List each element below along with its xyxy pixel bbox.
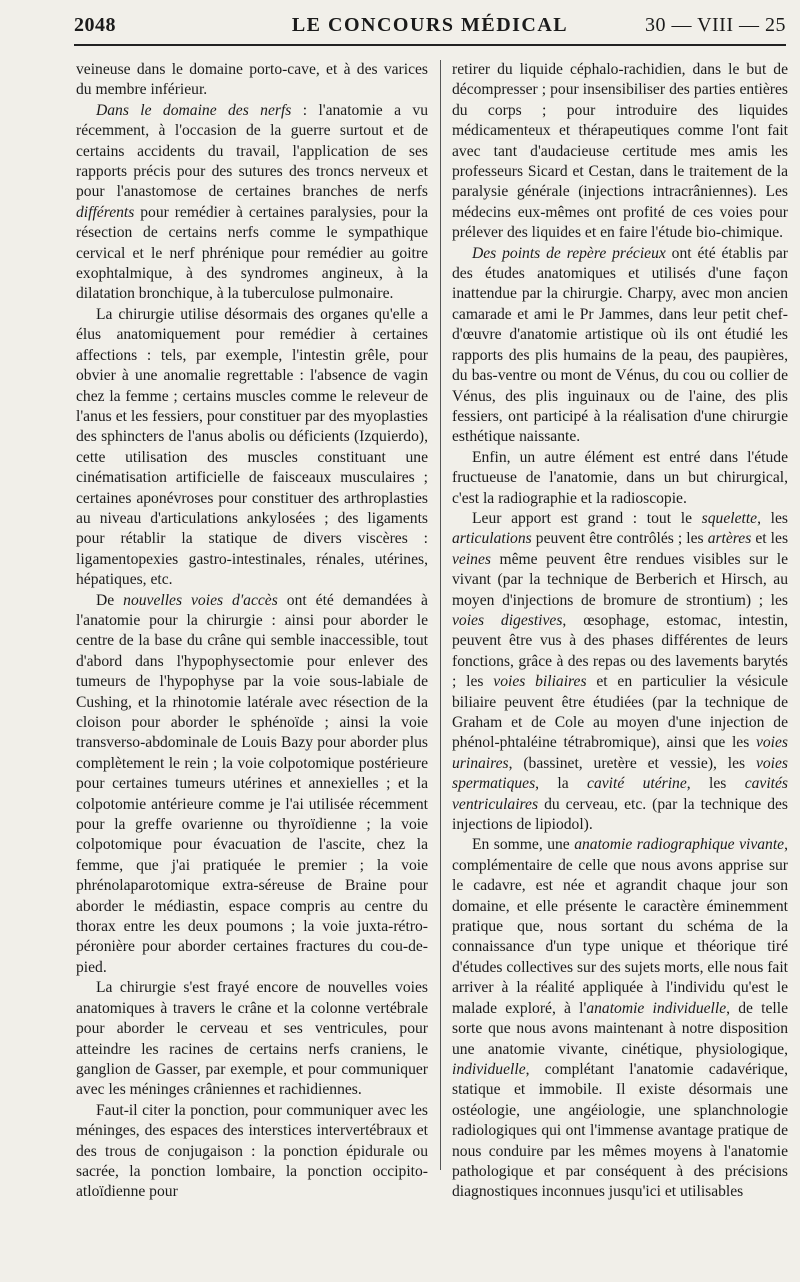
issue-date: 30 — VIII — 25 (644, 14, 786, 36)
paragraph: La chirurgie utilise désormais des organes qu'elle a élus anatomiquement pour remédier à certaines affections : tels, par exemple, l'intestin grêle, pour obvier à une anomalie regrettable : l'absence de vagin chez la femme ; certains muscles comme le releveur de l'anus et les fessiers, pour constituer par des myoplasties des sphincters de l'anus abolis ou déficients (Izquierdo), cette utilisation des muscles constituant une cinématisation artificielle de faisceaux musculaires ; certaines aponévroses pour constituer des arthroplasties au niveau d'articulations ankylosées ; des ligaments pour rétablir la statique de divers viscères : ligamentopexies gastro-intestinales, rénales, utérines, hépatiques, etc. (76, 305, 428, 589)
column-divider (440, 60, 441, 1170)
emphasis: voies digestives (452, 611, 563, 629)
emphasis: voies biliaires (493, 673, 587, 691)
emphasis: articulations (452, 530, 532, 548)
emphasis: veines (452, 550, 491, 568)
emphasis: individuelle (452, 1060, 526, 1078)
journal-title: LE CONCOURS MÉDICAL (291, 14, 569, 36)
emphasis: anatomie radiographique vivante (574, 836, 785, 854)
emphasis: différents (76, 203, 135, 221)
emphasis: artères (707, 530, 752, 548)
emphasis: anatomie individuelle (586, 999, 727, 1017)
section-lead: Dans le domaine des nerfs (96, 101, 292, 119)
paragraph: Leur apport est grand : tout le squelette, les articulations peuvent être contrôlés ; les artères et les veines même peuvent être rendues visibles sur le vivant (par la technique de Berberich et Hirsch, au moyen d'injections de bromure de strontium) ; les voies digestives, œsophage, estomac, intestin, peuvent être vus à des phases différentes de leurs fonctions, grâce à des repas ou des lavements barytés ; les voies biliaires et en particulier la vésicule biliaire peuvent être étudiées (par la technique de Graham et de Cole au moyen d'une injection de phénol-phtaléine tétrabromique), ainsi que les voies urinaires, (bassinet, uretère et vessie), les voies spermatiques, la cavité utérine, les cavités ventriculaires du cerveau, etc. (par la technique des injections de lipiodol). (452, 509, 789, 834)
right-column (452, 60, 788, 1203)
paragraph: La chirurgie s'est frayé encore de nouvelles voies anatomiques à travers le crâne et la colonne vertébrale pour aborder le cerveau et ses ventricules, pour atteindre les racines de certains nerfs craniens, le ganglion de Gasser, par exemple, et pour communiquer avec les méninges crâniennes et rachidiennes. (76, 979, 428, 1099)
paragraph: Faut-il citer la ponction, pour communiquer avec les méninges, des espaces des interstices intervertébraux et des trous de conjugaison : la ponction épidurale ou sacrée, la ponction lombaire, la ponction occipito-atloïdienne pour (76, 1101, 428, 1201)
emphasis: squelette (701, 509, 758, 527)
paragraph: Dans le domaine des nerfs : l'anatomie a vu récemment, à l'occasion de la guerre surtout et de certains accidents du travail, l'application de ses rapports précis pour des sutures des troncs nerveux et pour l'anastomose de certaines branches de nerfs différents pour remédier à certaines paralysies, pour la résection de certains nerfs comme le sympathique cervical et le nerf phrénique pour remédier au goitre exophtalmique, à des syndromes angineux, à la dilatation bronchique, à la tuberculose pulmonaire. (76, 101, 428, 303)
section-lead: nouvelles voies d'accès (123, 591, 278, 609)
emphasis: voies spermatiques (452, 754, 788, 793)
emphasis: cavité utérine (587, 775, 687, 793)
section-lead: Des points de repère précieux (472, 244, 666, 262)
page-header (74, 12, 786, 40)
paragraph: retirer du liquide céphalo-rachidien, dans le but de décompresser ; pour insensibiliser des parties entières du corps ; pour introduire des liquides médicamenteux et thérapeutiques comme l'ont fait avec tant d'audacieuse certitude mes amis les professeurs Sicard et Cestan, dans le traitement de la paralysie générale (injections intracrâniennes). Les médecins eux-mêmes ont profité de ces voies pour prélever des liquides et en faire l'étude bio-chimique. (452, 61, 788, 242)
emphasis: cavités ventriculaires (452, 775, 788, 813)
paragraph: En somme, une anatomie radiographique vivante, complémentaire de celle que nous avons apprise sur le cadavre, est née et agrandit chaque jour son domaine, et elle présente le caractère éminemment pratique que, nous sortant du schéma de la connaissance d'un type unique et théorique tiré d'études collectives sur des sujets morts, elle nous fait arriver à la réalité appliquée à l'individu qu'est le malade exploré, à l'anatomie individuelle, de telle sorte que nous avons maintenant à notre disposition une anatomie vivante, cinétique, physiologique, individuelle, complétant l'anatomie cadavérique, statique et immobile. Il existe désormais une ostéologie, une angéiologie, une splanchnologie radiologiques qui ont l'immense avantage pratique de nous conduire par les mêmes moyens à l'anatomie pathologique et par conséquent à des précisions diagnostiques inconnues jusqu'ici et utilisables (452, 836, 789, 1201)
emphasis: voies urinaires (452, 734, 788, 772)
paragraph: De nouvelles voies d'accès ont été demandées à l'anatomie pour la chirurgie : ainsi pour aborder le centre de la base du crâne qui semble inaccessible, tout d'abord dans l'hypophysectomie pour enlever des tumeurs de l'hypophyse par la voie sous-labiale de Cushing, et la rhinotomie latérale avec résection de la cloison pour aborder le sphénoïde ; ainsi la voie transverso-abdominale de Louis Bazy pour aborder plus complètement le rein ; la voie colpotomique postérieure pour certaines tumeurs utérines et annexielles ; et la colpotomie antérieure comme je l'ai utilisée récemment pour la greffe ovarienne ou thyroïdienne ; la voie colpotomique pour évacuation de l'ascite, chez la femme, que j'ai pratiquée le premier ; la voie phrénolaparotomique extra-séreuse de Braine pour aborder le médiastin, espace compris au centre du thorax entre les deux poumons ; la voie juxta-rétro-péronière pour aborder certaines fractures du cou-de-pied. (76, 591, 428, 976)
paragraph: veineuse dans le domaine porto-cave, et à des varices du membre inférieur. (76, 61, 428, 99)
left-column (76, 60, 428, 1203)
paragraph: Des points de repère précieux ont été établis par des études anatomiques et utilisés d'une façon inattendue par la chirurgie. Charpy, avec mon ancien camarade et ami le Pr Jammes, dans leur petit chef-d'œuvre d'anatomie artistique où ils ont étudié les rapports des plis humains de la peau, des paupières, du bas-ventre ou mont de Vénus, du cou ou collier de Vénus, des plis inguinaux ou de l'aine, des plis fessiers, ont participé à la réalisation d'une chirurgie esthétique naissante. (452, 244, 788, 446)
page-number: 2048 (74, 14, 116, 36)
header-rule (74, 44, 786, 46)
paragraph: Enfin, un autre élément est entré dans l'étude fructueuse de l'anatomie, dans un but chirurgical, c'est la radiographie et la radioscopie. (452, 448, 788, 507)
